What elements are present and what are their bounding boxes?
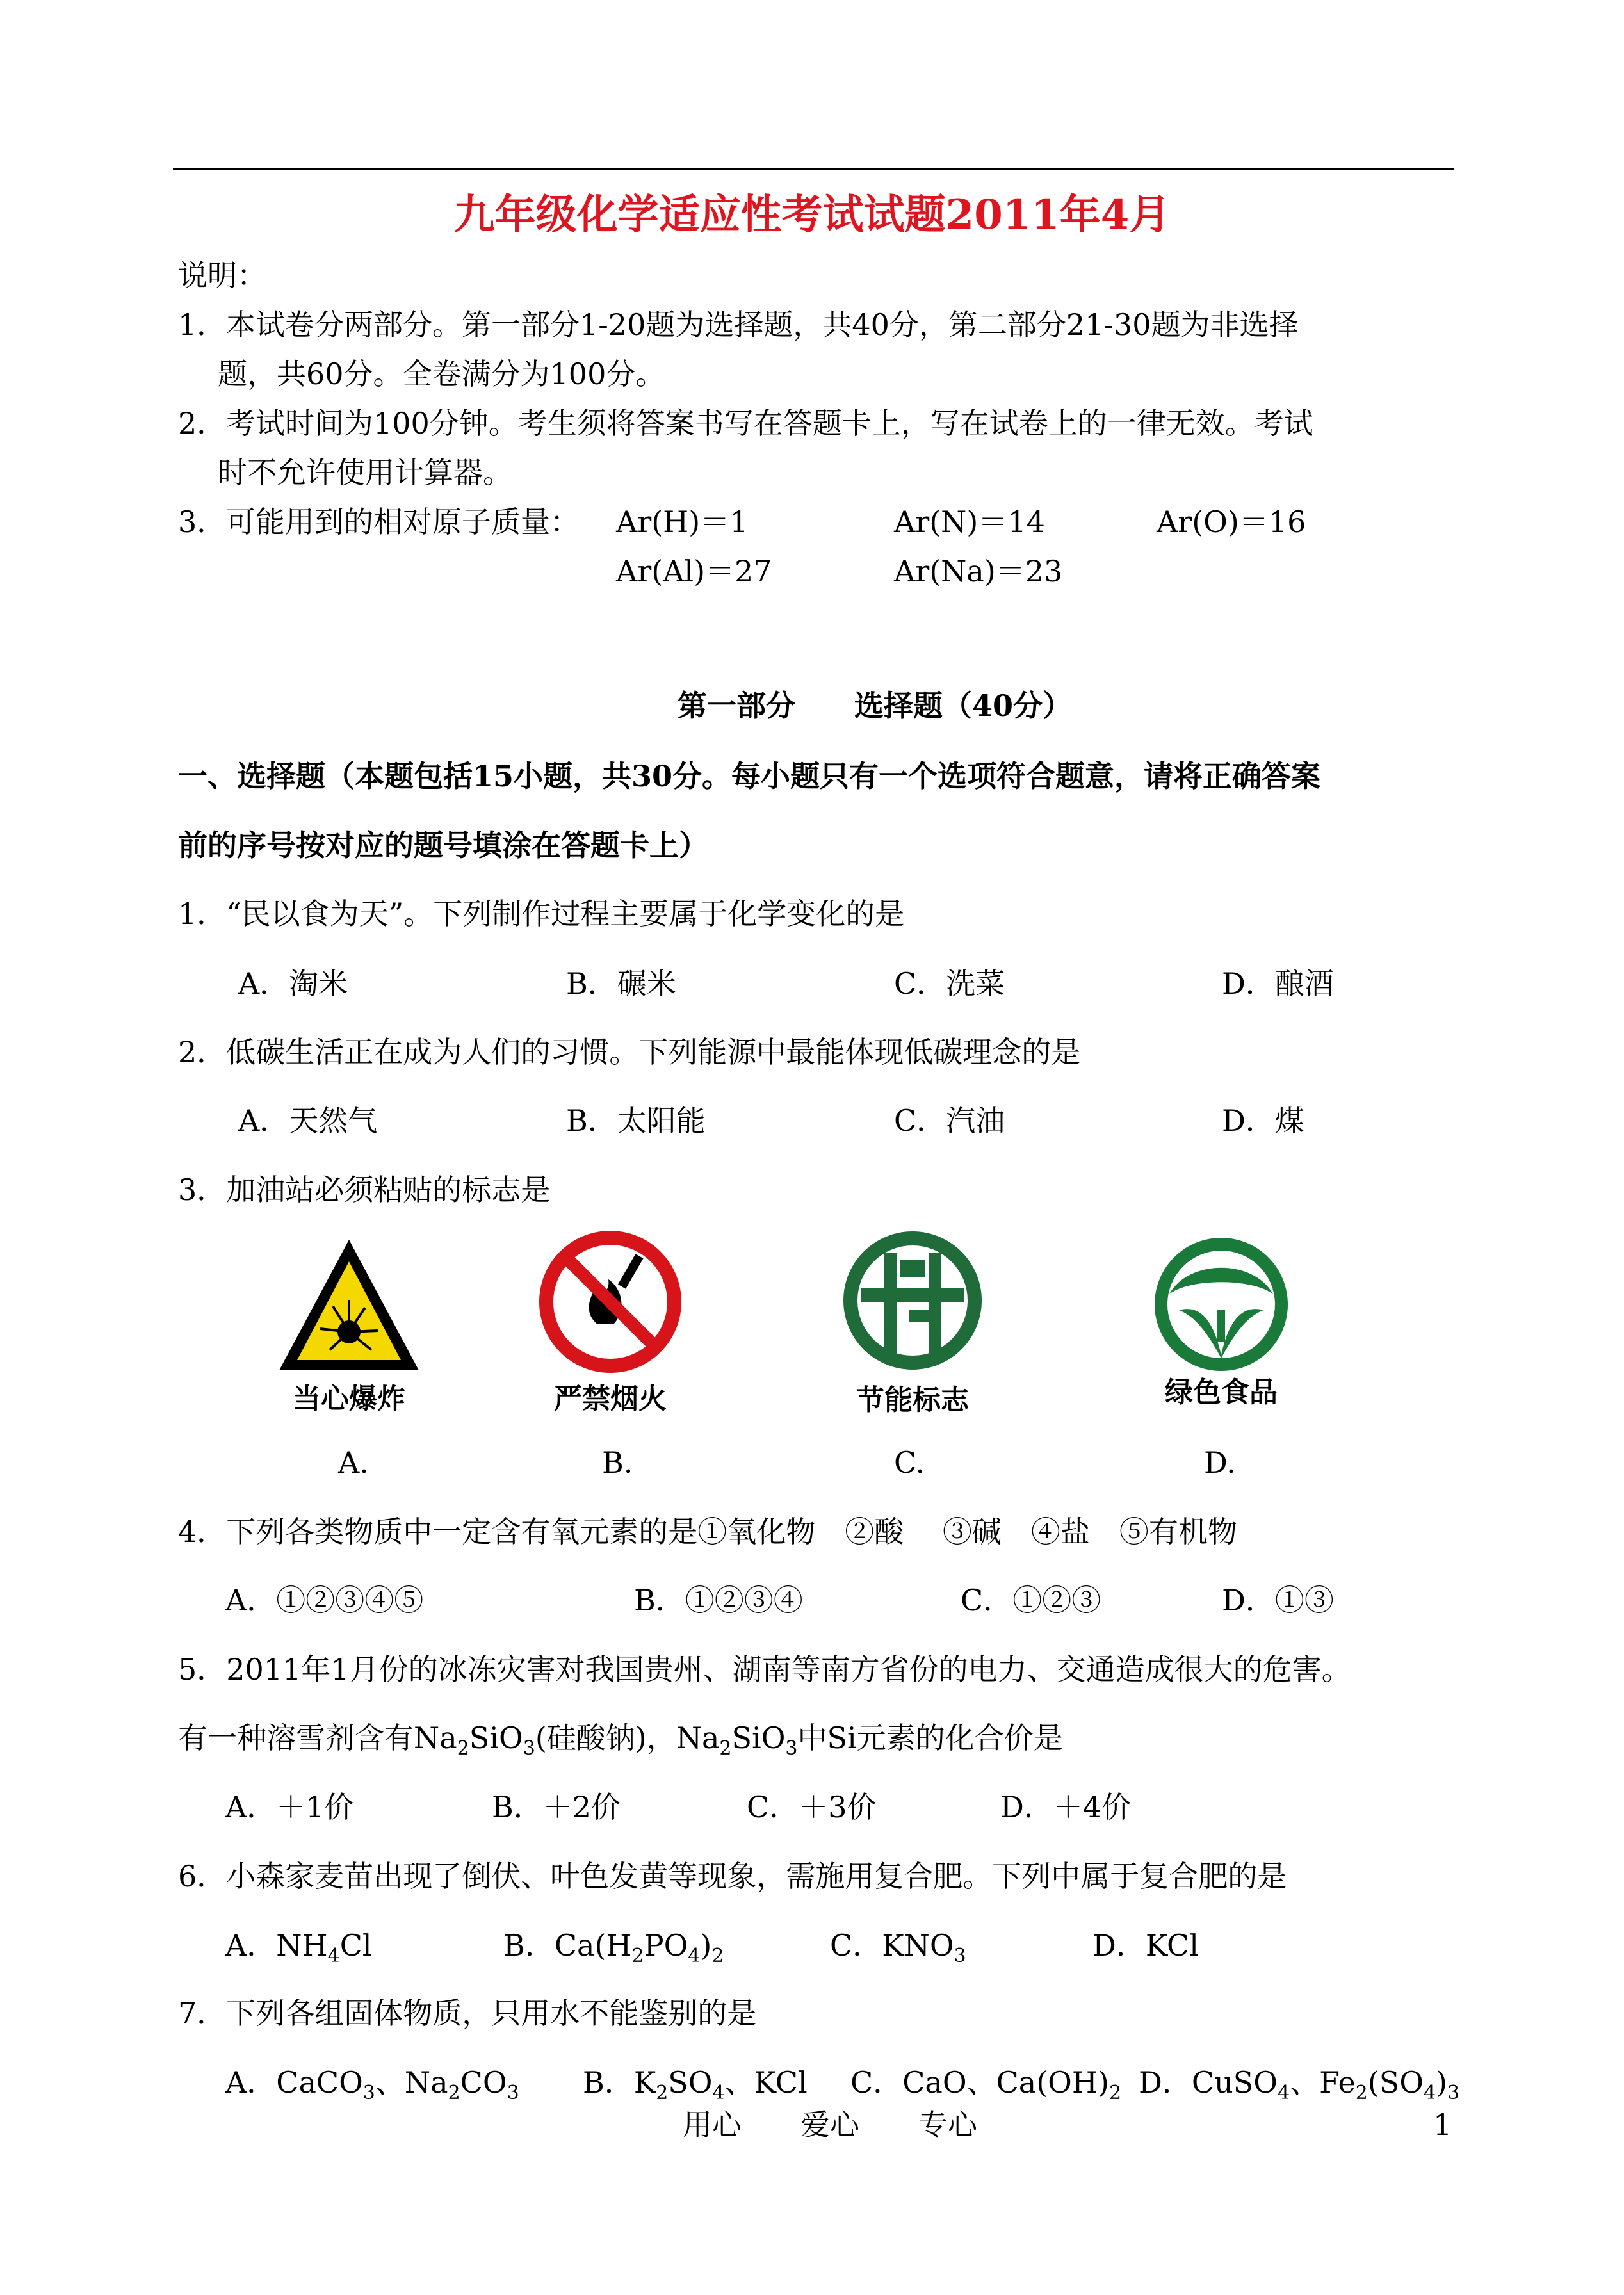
- q3-stem: 3．加油站必须粘贴的标志是: [178, 1172, 551, 1207]
- intro-heading: 说明：: [178, 258, 266, 293]
- sign-b-caption: 严禁烟火: [554, 1383, 667, 1415]
- q3-option-a: A.: [338, 1445, 369, 1480]
- intro-item-2-line-2: 时不允许使用计算器。: [218, 455, 512, 490]
- q4-option-a: A．①②③④⑤: [225, 1583, 424, 1618]
- q1-option-c: C．洗菜: [894, 966, 1005, 1001]
- q2-option-c: C．汽油: [894, 1103, 1005, 1138]
- q5-stem-line-2: 有一种溶雪剂含有$Na_2SiO_3$(硅酸钠)，$Na_2SiO_3$中Si元素的化合价是: [178, 1721, 1063, 1760]
- q5-option-a: A．＋1价: [225, 1790, 354, 1824]
- q4-option-c: C．①②③: [961, 1583, 1101, 1618]
- intro-item-2-no: 2．: [178, 406, 227, 441]
- mass-al: Ar(Al)＝27: [616, 554, 772, 588]
- q6-option-a: A．$NH_4Cl$: [225, 1928, 372, 1967]
- intro-item-1-line-2: 题，共60分。全卷满分为100分。: [218, 357, 665, 391]
- intro-item-1-no: 1．: [178, 307, 227, 342]
- page-title: 九年级化学适应性考试试题2011年4月: [453, 191, 1171, 239]
- q3-option-d: D.: [1204, 1445, 1236, 1480]
- intro-item-3-line-1: 可能用到的相对原子质量：: [226, 505, 580, 539]
- no-fire-sign-icon: [537, 1228, 684, 1375]
- intro-item-2-line-1: 考试时间为100分钟。考生须将答案书写在答题卡上，写在试卷上的一律无效。考试: [226, 406, 1313, 441]
- q6-stem: 6．小森家麦苗出现了倒伏、叶色发黄等现象，需施用复合肥。下列中属于复合肥的是: [178, 1859, 1287, 1894]
- q4-option-b: B．①②③④: [634, 1583, 803, 1618]
- mass-h: Ar(H)＝1: [616, 505, 749, 539]
- q5-stem-line-1: 5．2011年1月份的冰冻灾害对我国贵州、湖南等南方省份的电力、交通造成很大的危害。: [178, 1652, 1351, 1687]
- mass-na: Ar(Na)＝23: [894, 554, 1063, 588]
- section-heading-line-1: 一、选择题（本题包括15小题，共30分。每小题只有一个选项符合题意，请将正确答案: [178, 759, 1321, 793]
- sign-a-caption: 当心爆炸: [293, 1383, 405, 1415]
- energy-saving-sign-icon: [839, 1227, 986, 1374]
- q4-stem: 4．下列各类物质中一定含有氧元素的是①氧化物 ②酸 ③碱 ④盐 ⑤有机物: [178, 1514, 1237, 1549]
- footer-motto: 用心 爱心 专心: [683, 2107, 977, 2142]
- q2-option-d: D．煤: [1222, 1103, 1304, 1138]
- q2-option-a: A．天然气: [238, 1103, 378, 1138]
- green-food-sign-icon: [1150, 1233, 1292, 1375]
- intro-item-1-line-1: 本试卷分两部分。第一部分1-20题为选择题，共40分，第二部分21-30题为非选择: [226, 307, 1299, 342]
- sign-c-caption: 节能标志: [856, 1384, 969, 1416]
- q7-option-d: D．CuSO$_4$、$Fe_2(SO_4)_3$: [1139, 2065, 1460, 2104]
- q7-option-b: B．$K_2SO_4$、KCl: [583, 2065, 808, 2104]
- sign-d-caption: 绿色食品: [1165, 1376, 1278, 1409]
- q1-option-d: D．酿酒: [1222, 966, 1334, 1001]
- q1-option-b: B．碾米: [566, 966, 676, 1001]
- section-heading-line-2: 前的序号按对应的题号填涂在答题卡上）: [178, 828, 708, 863]
- q6-option-b: B．$Ca(H_2PO_4)_2$: [503, 1928, 724, 1967]
- q7-option-a: A．CaCO$_3$、$Na_2CO_3$: [225, 2065, 519, 2104]
- q6-option-d: D．KCl: [1092, 1928, 1199, 1963]
- q1-stem: 1．“民以食为天”。下列制作过程主要属于化学变化的是: [178, 896, 905, 931]
- q7-stem: 7．下列各组固体物质，只用水不能鉴别的是: [178, 1996, 757, 2031]
- mass-n: Ar(N)＝14: [894, 505, 1045, 539]
- q5-option-d: D．＋4价: [1000, 1790, 1132, 1824]
- q4-option-d: D．①③: [1222, 1583, 1334, 1618]
- part1-heading: 第一部分 选择题（40分）: [678, 688, 1073, 723]
- q6-option-c: C．$KNO_3$: [830, 1928, 966, 1967]
- header-rule: [173, 168, 1454, 170]
- q5-option-b: B．＋2价: [492, 1790, 621, 1824]
- explosion-warning-sign-icon: [275, 1236, 423, 1377]
- mass-o: Ar(O)＝16: [1157, 505, 1306, 539]
- q3-option-b: B.: [602, 1445, 633, 1480]
- footer-page-number: 1: [1433, 2107, 1452, 2142]
- q1-option-a: A．淘米: [238, 966, 348, 1001]
- q2-stem: 2．低碳生活正在成为人们的习惯。下列能源中最能体现低碳理念的是: [178, 1035, 1081, 1069]
- q5-option-c: C．＋3价: [747, 1790, 877, 1824]
- intro-item-3-no: 3．: [178, 505, 227, 539]
- q3-option-c: C.: [894, 1445, 925, 1480]
- q7-option-c: C．CaO、$Ca(OH)_2$: [850, 2065, 1122, 2104]
- q2-option-b: B．太阳能: [566, 1103, 706, 1138]
